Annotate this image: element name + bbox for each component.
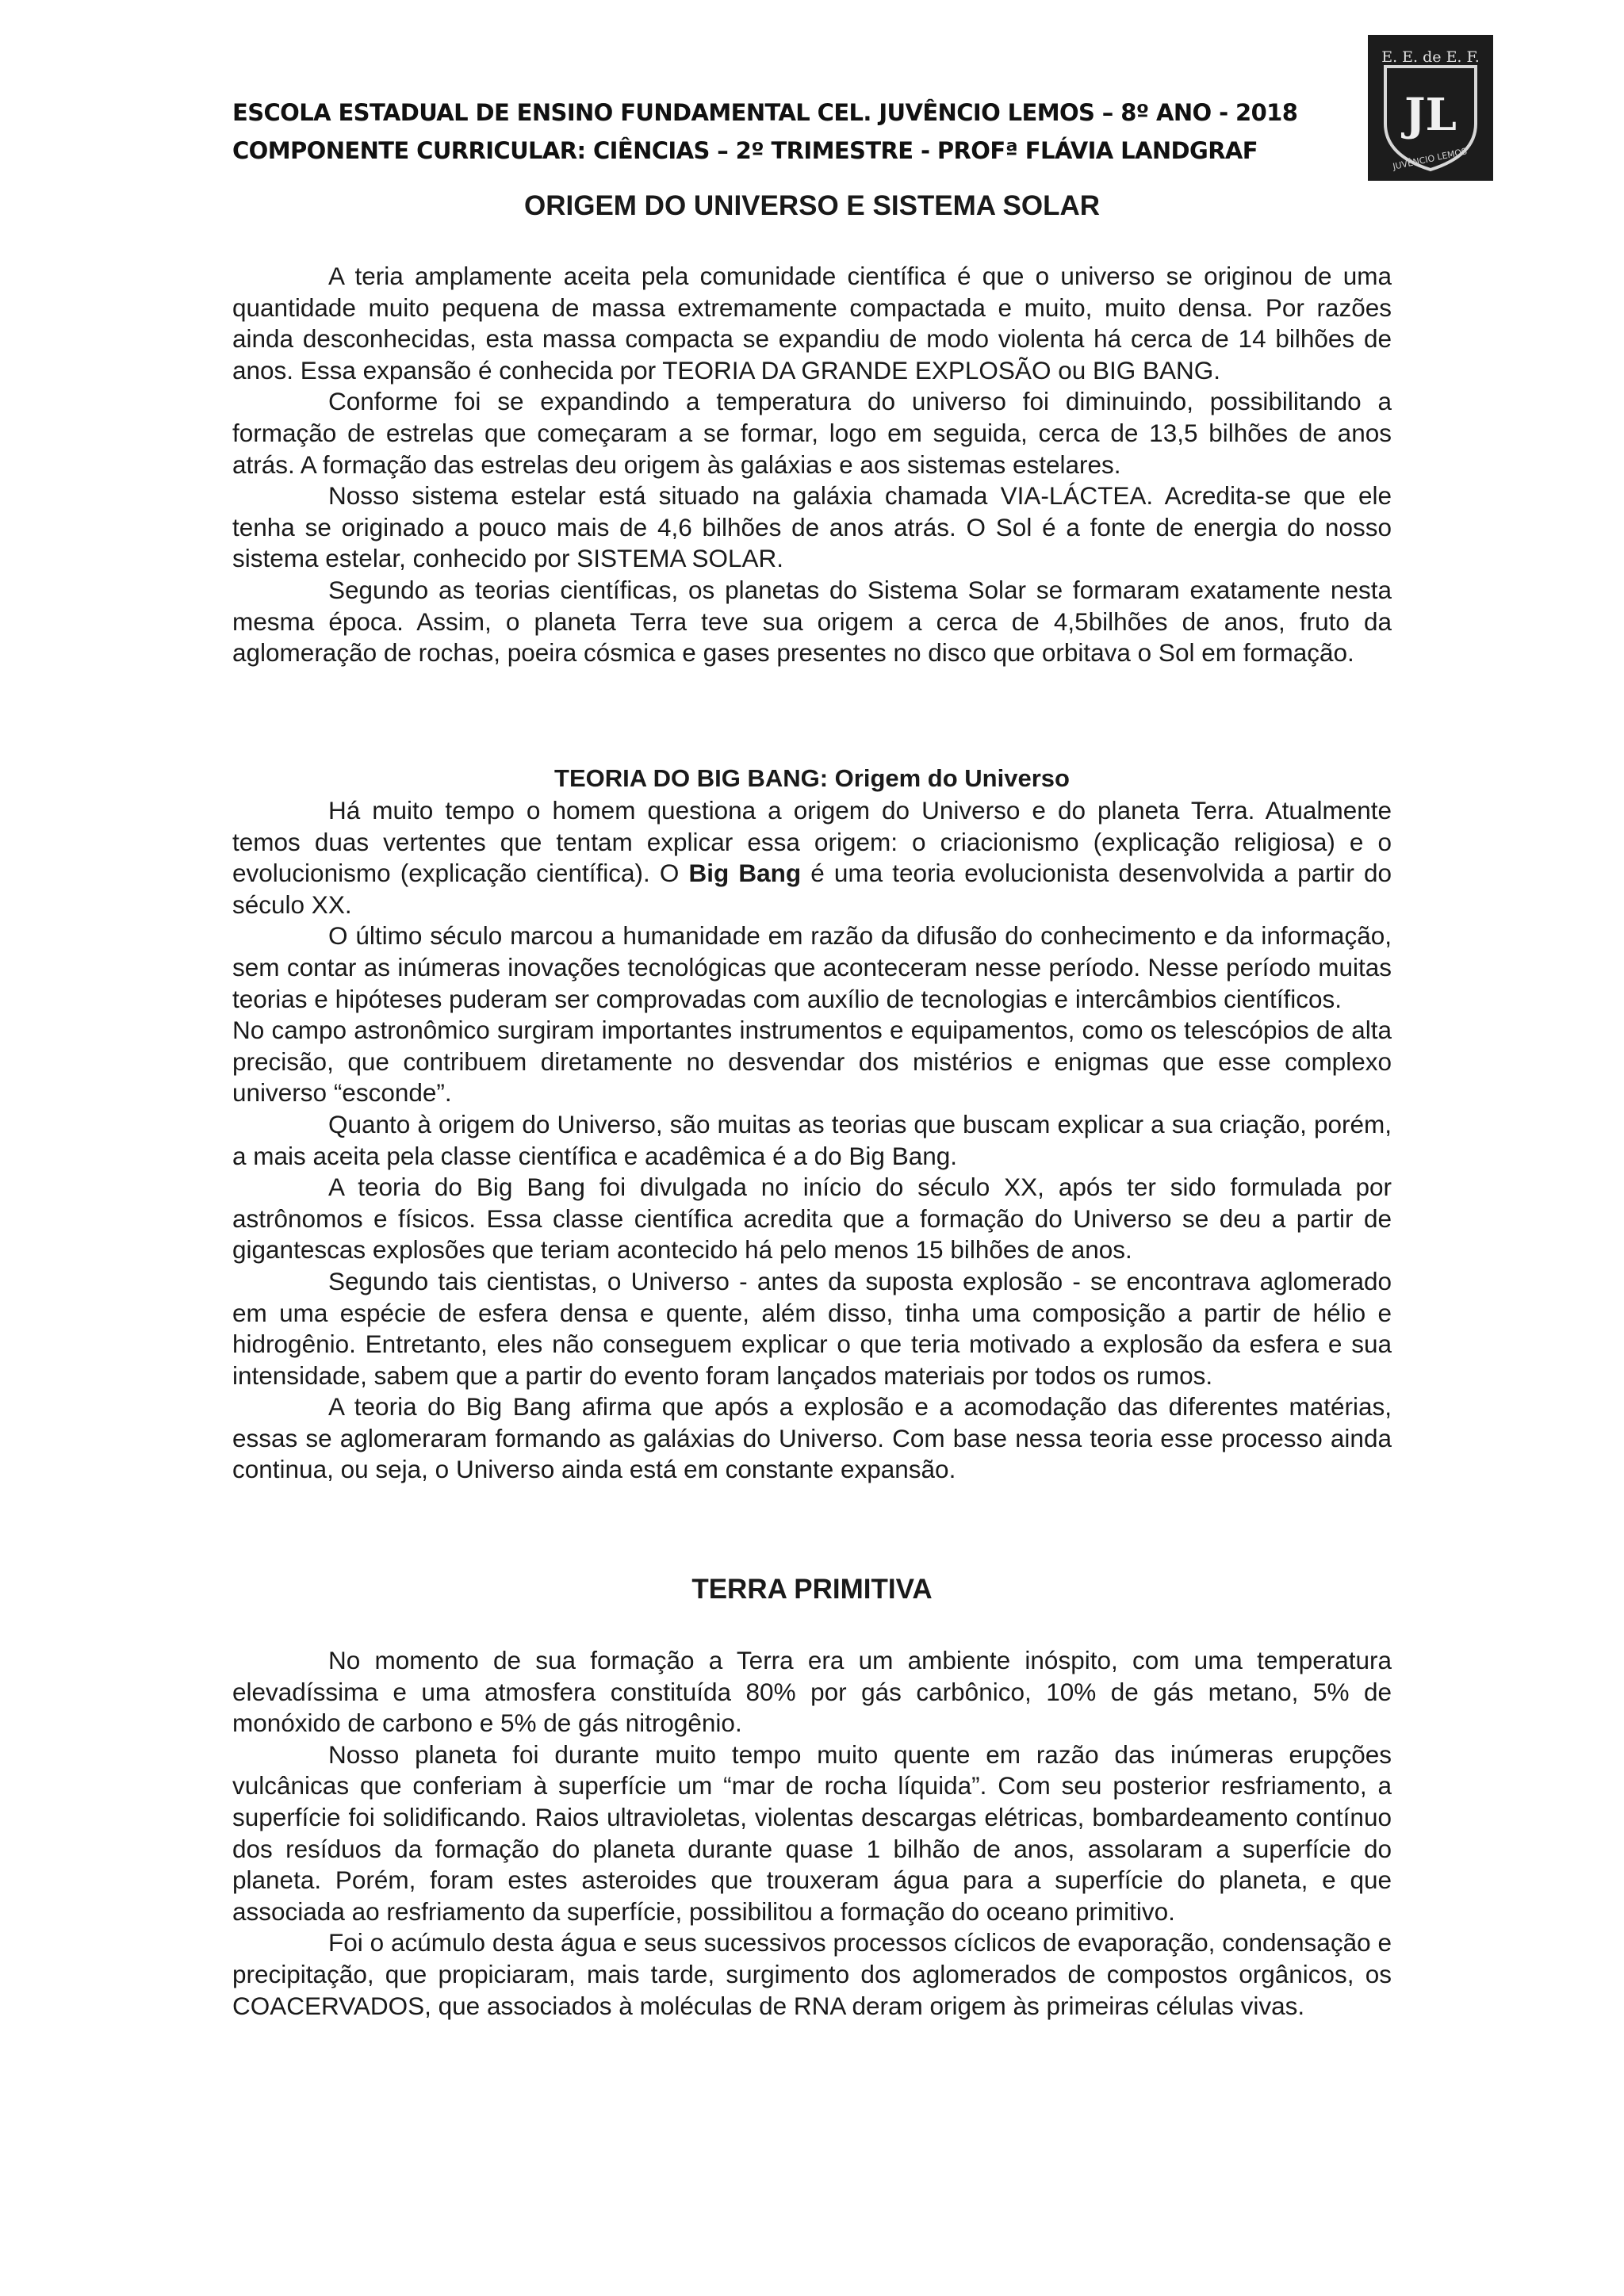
header-line-school: ESCOLA ESTADUAL DE ENSINO FUNDAMENTAL CEL. JUVÊNCIO LEMOS – 8º ANO - 2018 [232, 99, 1298, 126]
paragraph: Segundo tais cientistas, o Universo - antes da suposta explosão - se encontrava aglomerado em uma espécie de esfera densa e quente, além disso, tinha uma composição a partir de hélio e hidrogênio. Entretanto, eles não conseguem explicar o que teria motivado a explosão da esfera e sua intensidade, sabem que a partir do evento foram lançados materiais por todos os rumos. [232, 1266, 1392, 1390]
paragraph: A teoria do Big Bang foi divulgada no início do século XX, após ter sido formulada por astrônomos e físicos. Essa classe científica acredita que a formação do Universo se deu a partir de gigantescas explosões que teriam acontecido há pelo menos 15 bilhões de anos. [232, 1173, 1392, 1265]
paragraph [232, 795, 1392, 920]
section-big-bang-title: TEORIA DO BIG BANG: Origem do Universo [554, 764, 1070, 792]
header-line-course: COMPONENTE CURRICULAR: CIÊNCIAS – 2º TRIMESTRE - PROFª FLÁVIA LANDGRAF [232, 137, 1258, 164]
section-primitive-earth-title: TERRA PRIMITIVA [691, 1574, 933, 1605]
section-primitive-earth-text [232, 1645, 1392, 2022]
paragraph: No campo astronômico surgiram importantes instrumentos e equipamentos, como os telescópios de alta precisão, que contribuem diretamente no desvendar dos mistérios e enigmas que esse complexo universo “esconde”. [232, 1016, 1392, 1108]
paragraph: No momento de sua formação a Terra era um ambiente inóspito, com uma temperatura elevadíssima e uma atmosfera constituída 80% por gás carbônico, 10% de gás metano, 5% de monóxido de carbono e 5% de gás nitrogênio. [232, 1646, 1392, 1738]
school-header [232, 94, 1342, 170]
paragraph: Segundo as teorias científicas, os planetas do Sistema Solar se formaram exatamente nesta mesma época. Assim, o planeta Terra teve sua origem a cerca de 4,5bilhões de anos, fruto da aglomeração de rochas, poeira cósmica e gases presentes no disco que orbitava o Sol em formação. [232, 575, 1392, 668]
section-origin-text [232, 261, 1392, 669]
paragraph: Conforme foi se expandindo a temperatura do universo foi diminuindo, possibilitando a formação de estrelas que começaram a se formar, logo em seguida, cerca de 13,5 bilhões de anos atrás. A formação das estrelas deu origem às galáxias e aos sistemas estelares. [232, 387, 1392, 479]
text-run: é uma teoria evolucionista desenvolvida a partir do século XX. [232, 859, 1392, 919]
paragraph: Quanto à origem do Universo, são muitas as teorias que buscam explicar a sua criação, porém, a mais aceita pela classe científica e acadêmica é a do Big Bang. [232, 1109, 1392, 1170]
page-title: ORIGEM DO UNIVERSO E SISTEMA SOLAR [524, 190, 1100, 221]
paragraph: Foi o acúmulo desta água e seus sucessivos processos cíclicos de evaporação, condensação e precipitação, que propiciaram, mais tarde, surgimento dos aglomerados de compostos orgânicos, os COACERVADOS, que associados à moléculas de RNA deram origem às primeiras células vivas. [232, 1928, 1392, 2020]
paragraph: O último século marcou a humanidade em razão da difusão do conhecimento e da informação, sem contar as inúmeras inovações tecnológicas que aconteceram nesse período. Nesse período muitas teorias e hipóteses puderam ser comprovadas com auxílio de tecnologias e intercâmbios científicos. [232, 921, 1392, 1013]
logo-top-text: E. E. de E. F. [1381, 48, 1480, 66]
bold-term: Big Bang [688, 859, 802, 888]
paragraph: Nosso sistema estelar está situado na galáxia chamada VIA-LÁCTEA. Acredita-se que ele tenha se originado a pouco mais de 4,6 bilhões de anos atrás. O Sol é a fonte de energia do nosso sistema estelar, conhecido por SISTEMA SOLAR. [232, 481, 1392, 573]
paragraph: A teria amplamente aceita pela comunidade científica é que o universo se originou de uma quantidade muito pequena de massa extremamente compactada e muito, muito densa. Por razões ainda desconhecidas, esta massa compacta se expandiu de modo violenta há cerca de 14 bilhões de anos. Essa expansão é conhecida por TEORIA DA GRANDE EXPLOSÃO ou BIG BANG. [232, 262, 1392, 385]
logo-monogram: JL [1404, 89, 1457, 141]
paragraph: A teoria do Big Bang afirma que após a explosão e a acomodação das diferentes matérias, essas se aglomeraram formando as galáxias do Universo. Com base nessa teoria esse processo ainda continua, ou seja, o Universo ainda está em constante expansão. [232, 1392, 1392, 1484]
paragraph: Nosso planeta foi durante muito tempo muito quente em razão das inúmeras erupções vulcânicas que conferiam à superfície um “mar de rocha líquida”. Com seu posterior resfriamento, a superfície foi solidificando. Raios ultravioletas, violentas descargas elétricas, bombardeamento contínuo dos resíduos da formação do planeta durante quase 1 bilhão de anos, assolaram a superfície do planeta. Porém, foram estes asteroides que trouxeram água para a superfície do planeta, e que associada ao resfriamento da superfície, possibilitou a formação do oceano primitivo. [232, 1739, 1392, 1926]
text-run: Há muito tempo o homem questiona a origem do Universo e do planeta Terra. Atualmente temos duas vertentes que tentam explicar essa origem: o criacionismo (explicação religiosa) e o evolucionismo (explicação científica). O [232, 796, 1392, 888]
section-big-bang-text [232, 795, 1392, 1486]
school-logo [1368, 35, 1493, 181]
logo-bottom-text: JUVÊNCIO LEMOS [1392, 146, 1469, 172]
